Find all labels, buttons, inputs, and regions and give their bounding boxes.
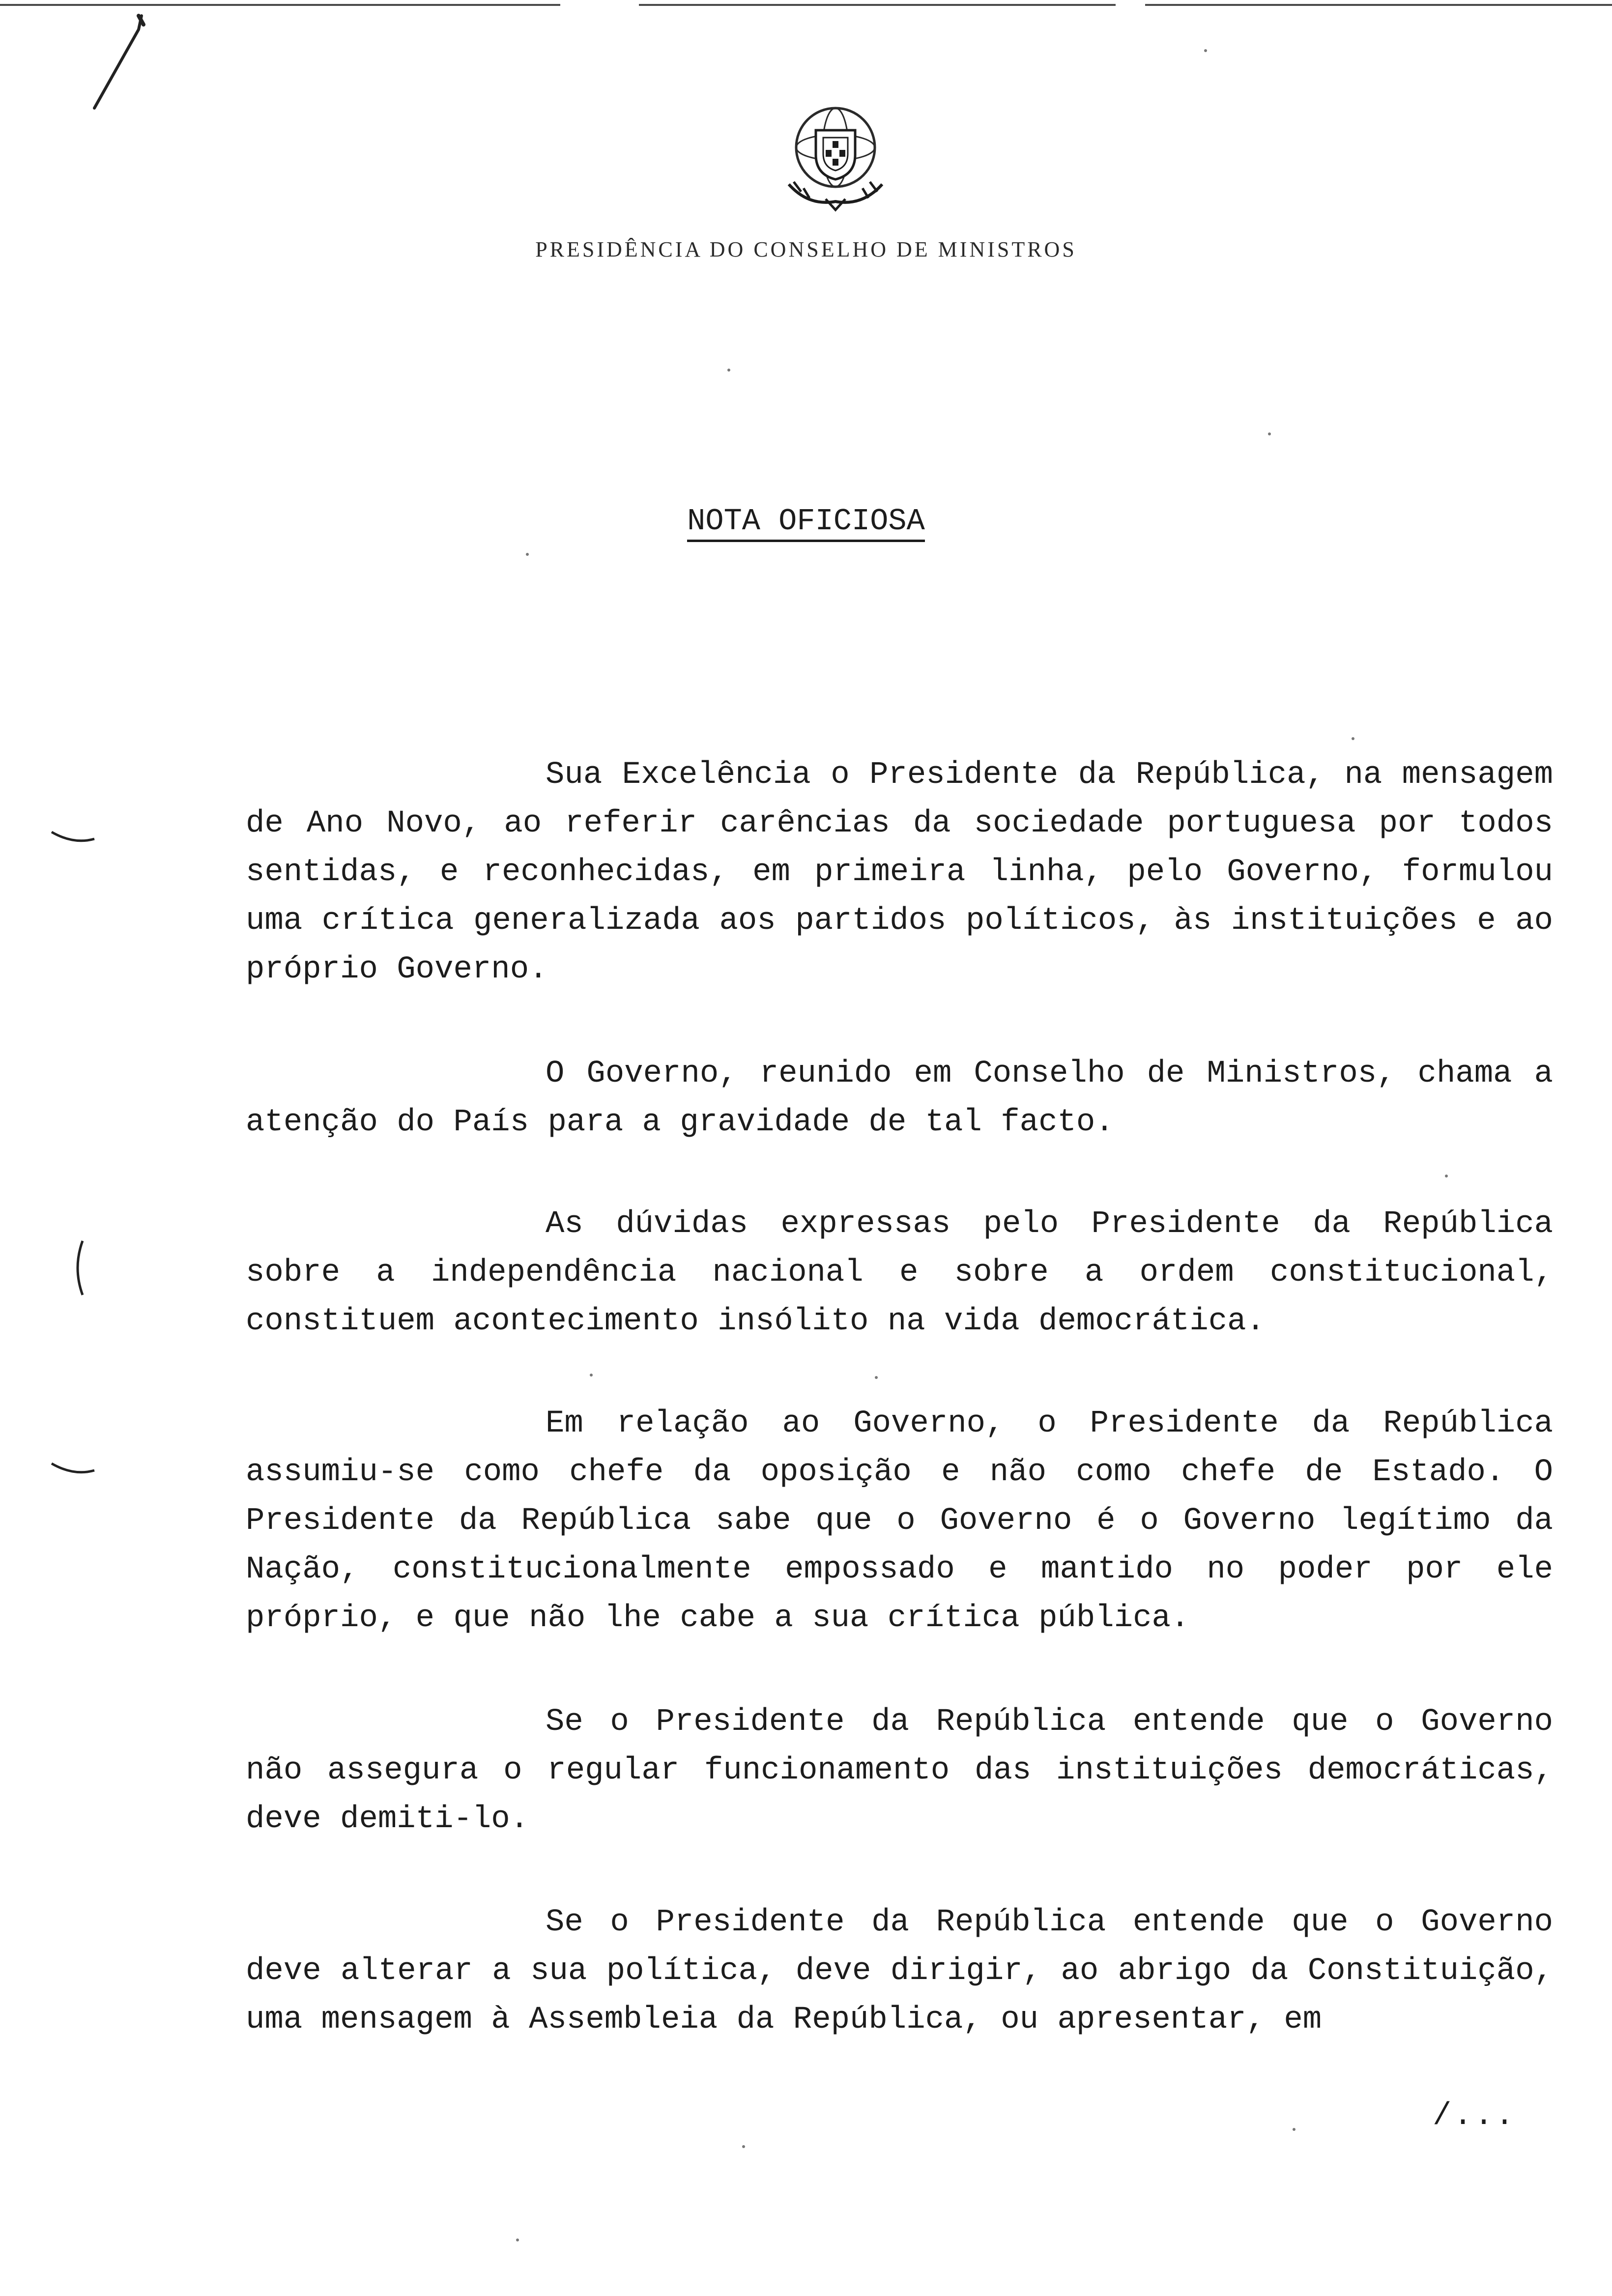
document-title-wrapper xyxy=(0,506,1612,542)
scan-speck xyxy=(1445,1175,1448,1177)
continuation-marker: /... xyxy=(1433,2098,1516,2134)
document-title: NOTA OFICIOSA xyxy=(687,506,925,542)
paragraph-2: O Governo, reunido em Conselho de Ministros, chama a atenção do País para a gravidade de tal facto. xyxy=(246,1056,1553,1140)
scan-speck xyxy=(590,1374,593,1377)
scan-speck xyxy=(526,553,529,556)
scan-speck xyxy=(742,2145,745,2148)
paragraph-1: Sua Excelência o Presidente da República, na mensagem de Ano Novo, ao referir carências da sociedade portuguesa por todos sentidas, e reconhecidas, em primeira linha, pelo Governo, formulou uma crítica generalizada aos partidos políticos, às instituições e ao próprio Governo. xyxy=(246,757,1553,987)
scan-speck xyxy=(516,2239,519,2241)
paragraph-3: As dúvidas expressas pelo Presidente da República sobre a independência nacional e sobre a ordem constitucional, constituem acontecimento insólito na vida democrática. xyxy=(246,1206,1553,1339)
margin-mark-icon xyxy=(69,1238,88,1297)
scan-speck xyxy=(727,369,730,372)
letterhead-institution: PRESIDÊNCIA DO CONSELHO DE MINISTROS xyxy=(535,237,1077,261)
paragraph-5: Se o Presidente da República entende que o Governo não assegura o regular funcionamento das instituições democráticas, deve demiti-lo. xyxy=(246,1704,1553,1837)
handwritten-mark-icon xyxy=(84,10,152,118)
top-border-rule xyxy=(0,4,560,6)
scan-speck xyxy=(1204,49,1207,52)
scan-speck xyxy=(1352,737,1354,740)
top-border-rule xyxy=(639,4,1116,6)
scan-speck xyxy=(1293,2128,1295,2131)
margin-mark-icon xyxy=(49,1460,98,1479)
top-border-rule xyxy=(1145,4,1612,6)
margin-mark-icon xyxy=(49,828,98,848)
scan-speck xyxy=(1268,432,1271,435)
paragraph-6: Se o Presidente da República entende que o Governo deve alterar a sua política, deve dirigir, ao abrigo da Constituição, uma mensagem à Assembleia da República, ou apresentar, em xyxy=(246,1905,1553,2038)
coat-of-arms-icon xyxy=(779,101,892,219)
scan-speck xyxy=(875,1376,878,1379)
paragraph-4: Em relação ao Governo, o Presidente da República assumiu-se como chefe da oposição e não como chefe de Estado. O Presidente da República sabe que o Governo é o Governo legítimo da Nação, constitucionalmente empossado e mantido no poder por ele próprio, e que não lhe cabe a sua crítica pública. xyxy=(246,1406,1553,1636)
